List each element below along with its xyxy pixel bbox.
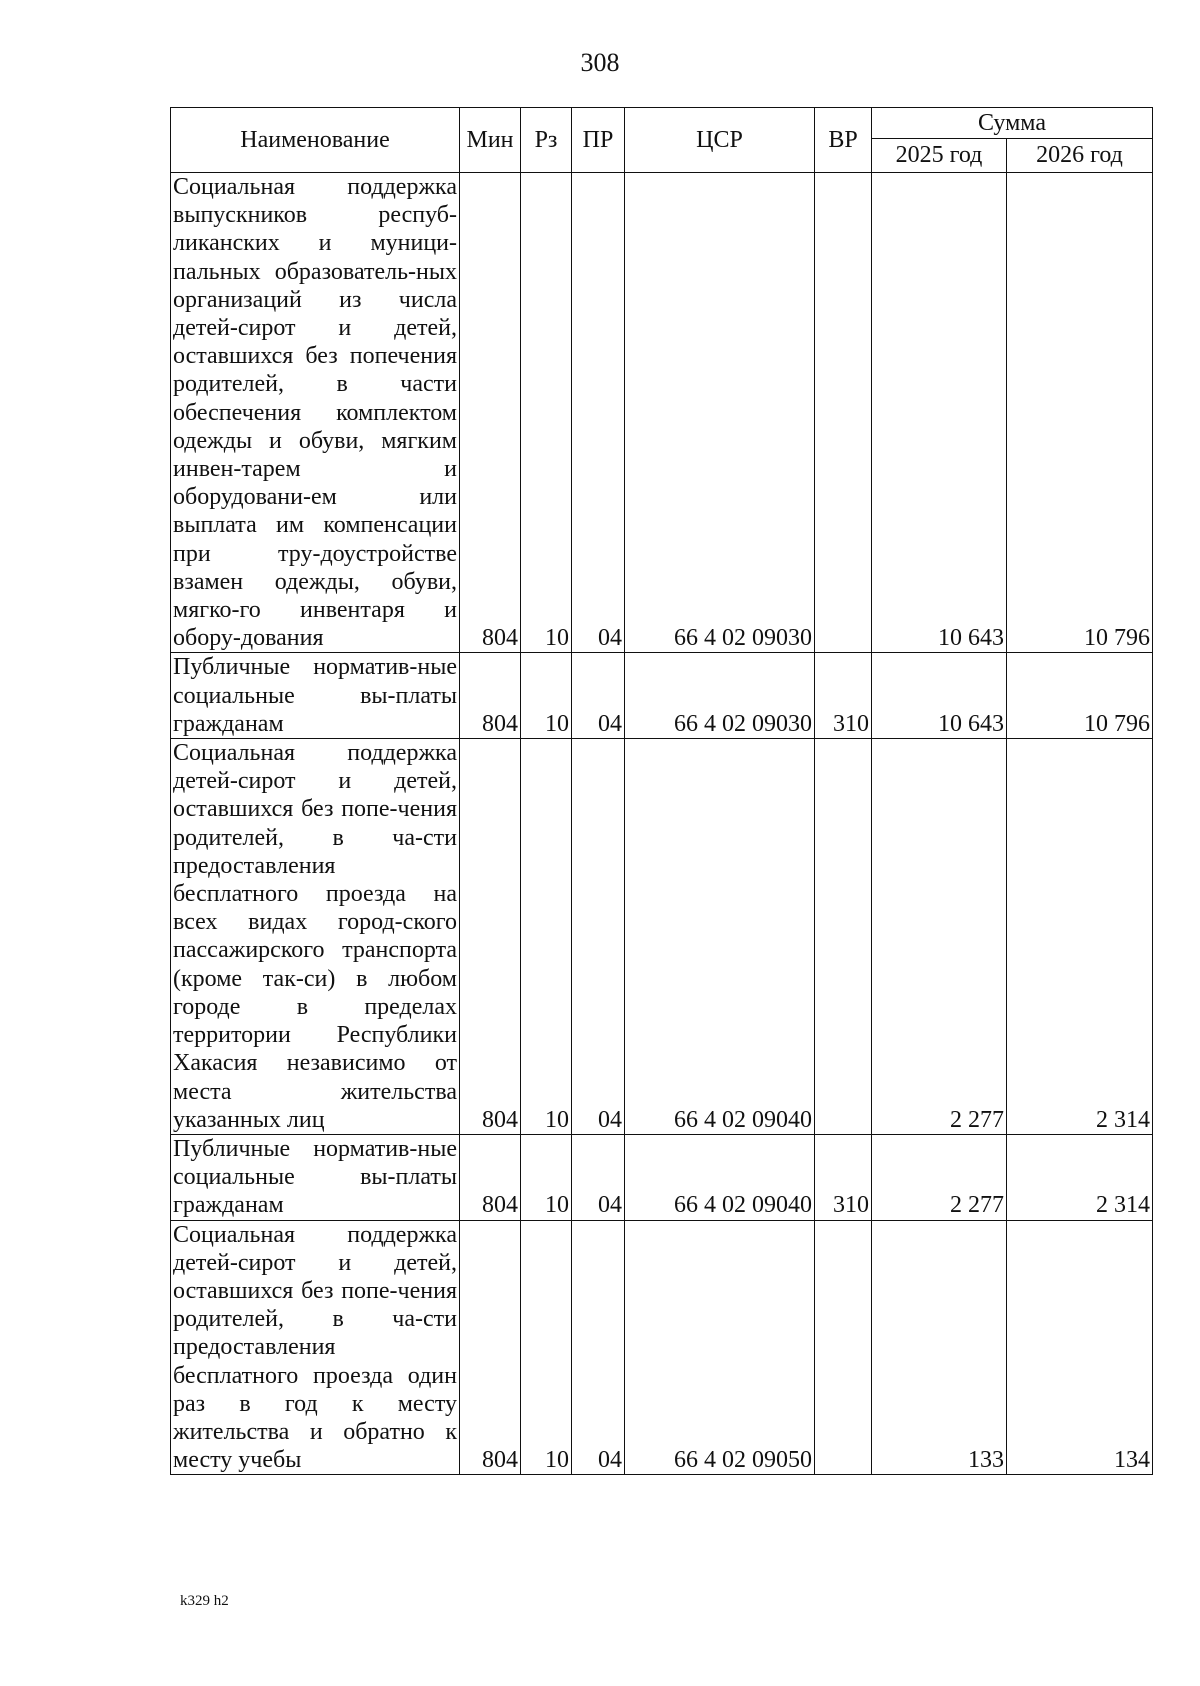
row-sum-2025: 10 643 (872, 653, 1007, 739)
row-name: Публичные норматив-ные социальные вы-платы гражданам (171, 653, 460, 739)
row-vr: 310 (815, 1134, 872, 1220)
row-pr: 04 (572, 173, 625, 653)
row-rz: 10 (521, 653, 572, 739)
row-min: 804 (460, 1134, 521, 1220)
header-vr: ВР (815, 108, 872, 173)
row-name: Социальная поддержка детей-сирот и детей, оставшихся без попе-чения родителей, в ча-сти предоставления бесплатного проезда на всех видах город-ского пассажирского транспорта (кроме так-си) в любом городе в пределах территории Республики Хакасия независимо от места жительства указанных лиц (171, 739, 460, 1135)
row-vr (815, 173, 872, 653)
header-year-2025: 2025 год (872, 139, 1007, 173)
row-min: 804 (460, 653, 521, 739)
row-min: 804 (460, 173, 521, 653)
row-sum-2025: 2 277 (872, 739, 1007, 1135)
row-csr: 66 4 02 09030 (625, 653, 815, 739)
row-pr: 04 (572, 1134, 625, 1220)
row-vr: 310 (815, 653, 872, 739)
table-row (171, 173, 1153, 653)
table-row (171, 653, 1153, 739)
row-rz: 10 (521, 739, 572, 1135)
page-number: 308 (580, 48, 620, 77)
row-name: Публичные норматив-ные социальные вы-платы гражданам (171, 1134, 460, 1220)
row-rz: 10 (521, 1220, 572, 1475)
row-pr: 04 (572, 653, 625, 739)
row-vr (815, 1220, 872, 1475)
row-sum-2025: 2 277 (872, 1134, 1007, 1220)
row-pr: 04 (572, 739, 625, 1135)
header-pr: ПР (572, 108, 625, 173)
row-csr: 66 4 02 09040 (625, 1134, 815, 1220)
row-csr: 66 4 02 09050 (625, 1220, 815, 1475)
budget-table (170, 107, 1153, 1475)
row-rz: 10 (521, 173, 572, 653)
table-row (171, 1134, 1153, 1220)
row-name: Социальная поддержка детей-сирот и детей, оставшихся без попе-чения родителей, в ча-сти предоставления бесплатного проезда один раз в год к месту жительства и обратно к месту учебы (171, 1220, 460, 1475)
row-sum-2026: 2 314 (1007, 1134, 1153, 1220)
row-pr: 04 (572, 1220, 625, 1475)
footer-code: k329 h2 (180, 1593, 229, 1609)
table-row (171, 1220, 1153, 1475)
row-vr (815, 739, 872, 1135)
header-year-2026: 2026 год (1007, 139, 1153, 173)
row-sum-2025: 10 643 (872, 173, 1007, 653)
row-sum-2025: 133 (872, 1220, 1007, 1475)
row-sum-2026: 134 (1007, 1220, 1153, 1475)
header-min: Мин (460, 108, 521, 173)
row-min: 804 (460, 1220, 521, 1475)
row-sum-2026: 10 796 (1007, 173, 1153, 653)
row-csr: 66 4 02 09030 (625, 173, 815, 653)
row-sum-2026: 2 314 (1007, 739, 1153, 1135)
header-rz: Рз (521, 108, 572, 173)
header-sum: Сумма (872, 108, 1153, 139)
row-csr: 66 4 02 09040 (625, 739, 815, 1135)
row-rz: 10 (521, 1134, 572, 1220)
row-sum-2026: 10 796 (1007, 653, 1153, 739)
table-row (171, 739, 1153, 1135)
row-name: Социальная поддержка выпускников респуб-ликанских и муници-пальных образователь-ных организаций из числа детей-сирот и детей, оставшихся без попечения родителей, в части обеспечения комплектом одежды и обуви, мягким инвен-тарем и оборудовани-ем или выплата им компенсации при тру-доустройстве взамен одежды, обуви, мягко-го инвентаря и обору-дования (171, 173, 460, 653)
row-min: 804 (460, 739, 521, 1135)
header-name: Наименование (171, 108, 460, 173)
header-csr: ЦСР (625, 108, 815, 173)
